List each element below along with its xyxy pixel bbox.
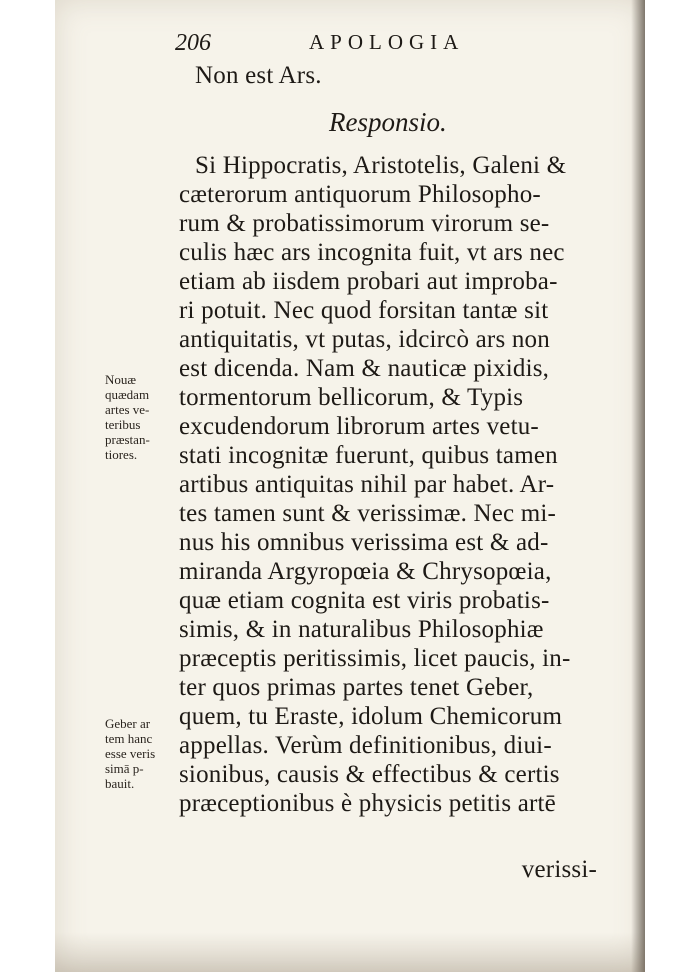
body-line: artibus antiquitas nihil par habet. Ar- xyxy=(179,471,555,498)
body-line: ri potuit. Nec quod forsitan tantæ sit xyxy=(179,297,549,324)
body-line: culis hæc ars incognita fuit, vt ars nec xyxy=(179,239,565,266)
body-line: ter quos primas partes tenet Geber, xyxy=(179,674,534,701)
body-line: præceptis peritissimis, licet paucis, in- xyxy=(179,645,571,672)
margin-note-line: tem hanc xyxy=(105,731,153,746)
margin-note-line: artes ve- xyxy=(105,402,150,417)
body-line: quæ etiam cognita est viris probatis- xyxy=(179,587,550,614)
body-line: etiam ab iisdem probari aut improba- xyxy=(179,268,558,295)
body-line: quem, tu Eraste, idolum Chemicorum xyxy=(179,703,563,730)
book-page xyxy=(55,0,645,972)
body-line: est dicenda. Nam & nauticæ pixidis, xyxy=(179,355,550,382)
body-line: excudendorum librorum artes vetu- xyxy=(179,413,539,440)
margin-note-line: simā p- xyxy=(105,761,144,776)
body-line: appellas. Verùm definitionibus, diui- xyxy=(179,732,552,759)
spine-shadow xyxy=(631,0,645,972)
margin-note-line: teribus xyxy=(105,417,141,432)
margin-note-line: præstan- xyxy=(105,432,150,447)
margin-note-line: tiores. xyxy=(105,447,138,462)
margin-note-line: Geber ar xyxy=(105,716,151,731)
running-title: APOLOGIA xyxy=(309,30,465,54)
body-line: Si Hippocratis, Aristotelis, Galeni & xyxy=(195,152,567,179)
body-line: nus his omnibus verissima est & ad- xyxy=(179,529,549,556)
body-line: stati incognitæ fuerunt, quibus tamen xyxy=(179,442,558,469)
body-line: tes tamen sunt & verissimæ. Nec mi- xyxy=(179,500,557,527)
margin-note-line: quædam xyxy=(105,387,150,402)
body-line: tormentorum bellicorum, & Typis xyxy=(179,384,524,411)
body-line: cæterorum antiquorum Philosopho- xyxy=(179,181,541,208)
body-line: præceptionibus è physicis petitis artē xyxy=(179,790,556,817)
body-line: antiquitatis, vt putas, idcircò ars non xyxy=(179,326,550,353)
margin-note-line: esse veris xyxy=(105,746,156,761)
section-heading: Responsio. xyxy=(329,107,447,137)
body-line: simis, & in naturalibus Philosophiæ xyxy=(179,616,544,643)
margin-note-line: bauit. xyxy=(105,776,135,791)
page-number: 206 xyxy=(175,30,211,56)
body-line: rum & probatissimorum virorum se- xyxy=(179,210,550,237)
body-line: miranda Argyropœia & Chrysopœia, xyxy=(179,558,552,585)
catchword: verissi- xyxy=(521,856,597,883)
page-edge-shadow xyxy=(55,932,645,972)
body-line: sionibus, causis & effectibus & certis xyxy=(179,761,560,788)
opening-line: Non est Ars. xyxy=(195,62,322,89)
margin-note-line: Nouæ xyxy=(105,372,137,387)
